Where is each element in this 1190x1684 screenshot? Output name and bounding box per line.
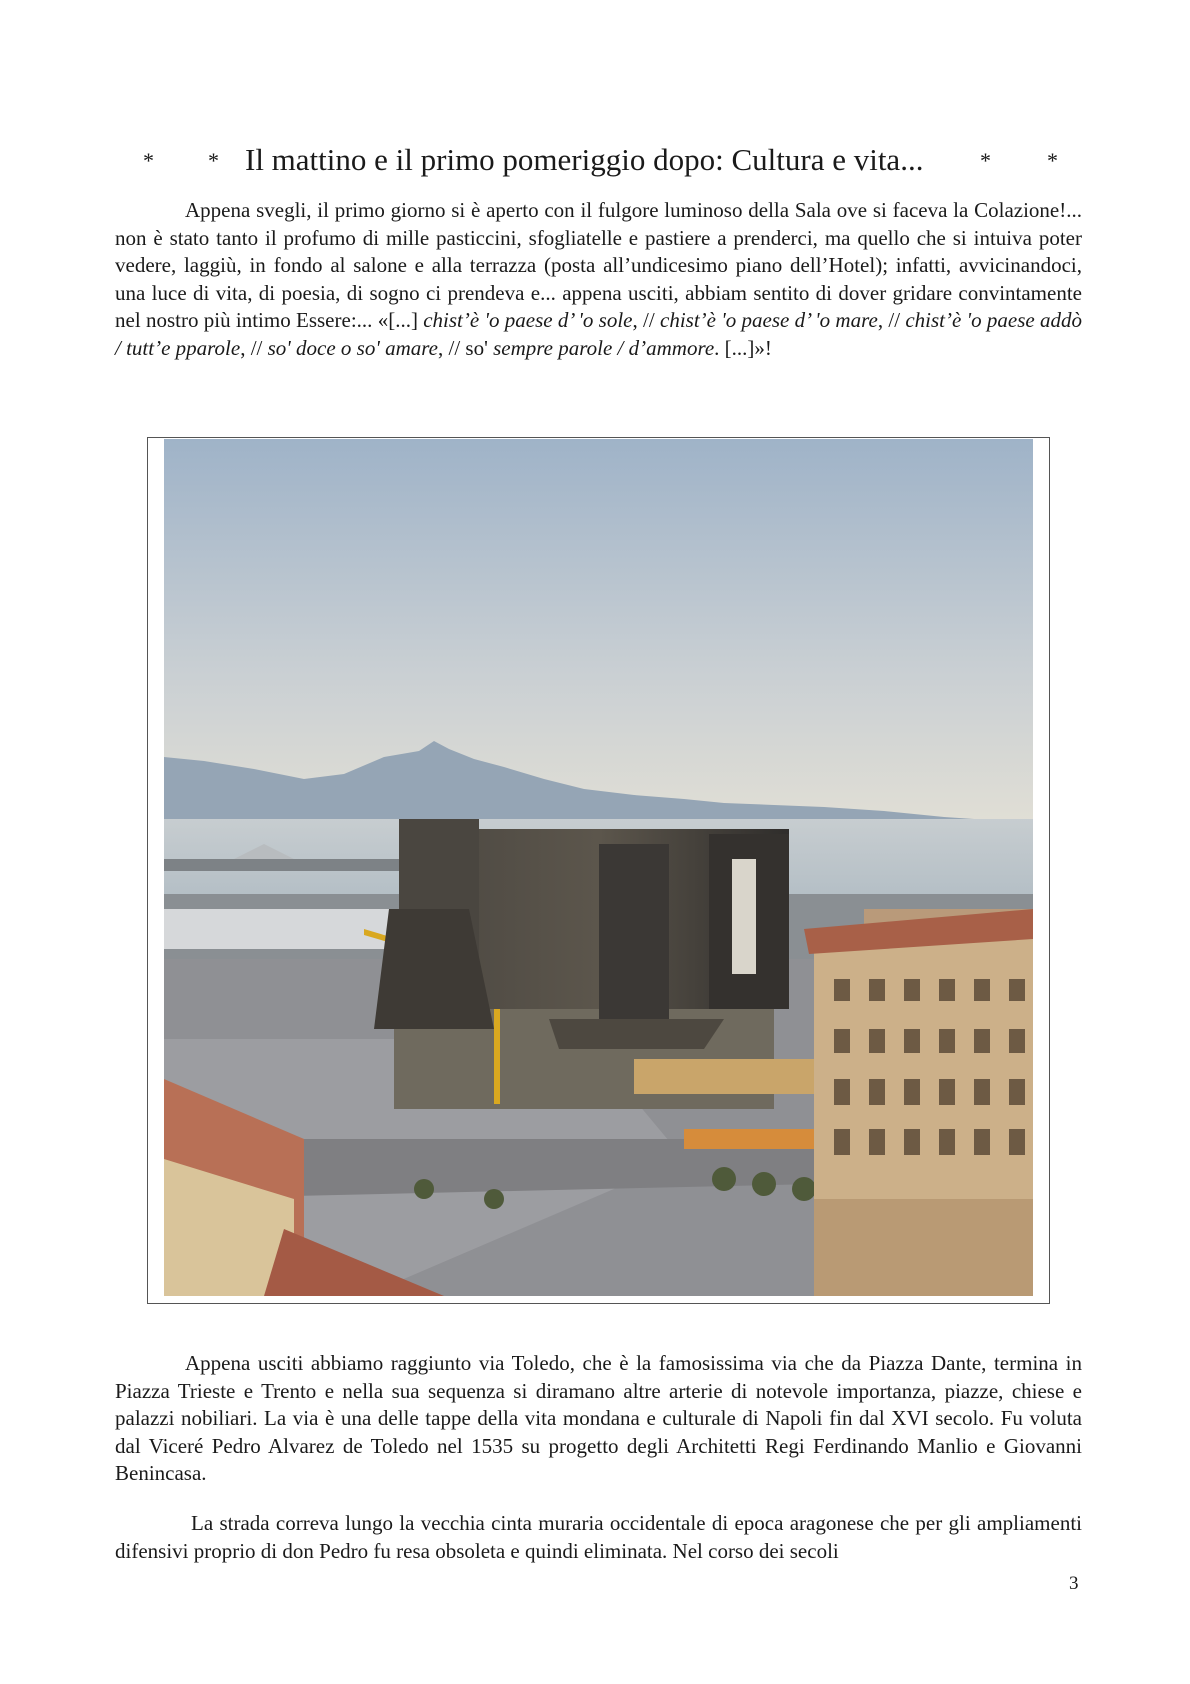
star-ornament-icon: * (980, 148, 991, 173)
paragraph-text: La strada correva lungo la vecchia cinta muraria occidentale di epoca aragonese che per gli ampliamenti difensivi proprio di don Pedro fu resa obsoleta e quindi eliminata. Nel corso dei secoli (115, 1511, 1082, 1563)
quote-separator: , // (877, 308, 906, 332)
quote-separator: , // (240, 335, 268, 360)
quote-separator: , // so' (437, 335, 494, 360)
star-ornament-icon: * (1047, 148, 1058, 173)
page-number: 3 (1069, 1573, 1079, 1594)
song-quote: chist’è 'o paese addò / tutt’e pparole (115, 308, 1082, 360)
quote-ending: . [...]»! (714, 335, 772, 360)
body-paragraph (115, 1350, 1082, 1488)
body-paragraph (115, 1510, 1082, 1565)
star-ornament-icon: * (143, 148, 154, 173)
photo-frame (147, 437, 1050, 1304)
song-quote: so' doce o so' amare (267, 335, 438, 360)
castel-nuovo-photo (164, 439, 1033, 1296)
quote-separator: , // (632, 308, 660, 332)
intro-paragraph (115, 197, 1082, 362)
section-title: Il mattino e il primo pomeriggio dopo: Cultura e vita... (245, 142, 924, 177)
song-quote: sempre parole / d’ammore (493, 335, 715, 360)
song-quote: chist’è 'o paese d’ 'o sole (423, 308, 633, 332)
paragraph-text: Appena usciti abbiamo raggiunto via Toledo, che è la famosissima via che da Piazza Dante, termina in Piazza Trieste e Trento e nella sua sequenza si diramano altre arterie di notevole importanza, piazze, chiese e palazzi nobiliari. La via è una delle tappe della vita mondana e culturale di Napoli fin dal XVI secolo. Fu voluta dal Viceré Pedro Alvarez de Toledo nel 1535 su progetto degli Architetti Regi Ferdinando Manlio e Giovanni Benincasa. (115, 1351, 1082, 1485)
star-ornament-icon: * (208, 148, 219, 173)
intro-text: Appena svegli, il primo giorno si è aperto con il fulgore luminoso della Sala ove si faceva la Colazione!... non è stato tanto il profumo di mille pasticcini, sfogliatelle e pastiere a prenderci, ma quello che si intuiva poter vedere, laggiù, in fondo al salone e alla terrazza (posta all’undicesimo piano dell’Hotel); infatti, avvicinandoci, una luce di vita, di poesia, di sogno ci prendeva e... appena usciti, abbiam sentito di dover gridare convintamente nel nostro più intimo Essere:... «[...] (115, 198, 1082, 332)
song-quote: chist’è 'o paese d’ 'o mare (660, 308, 878, 332)
section-heading (0, 140, 1190, 184)
